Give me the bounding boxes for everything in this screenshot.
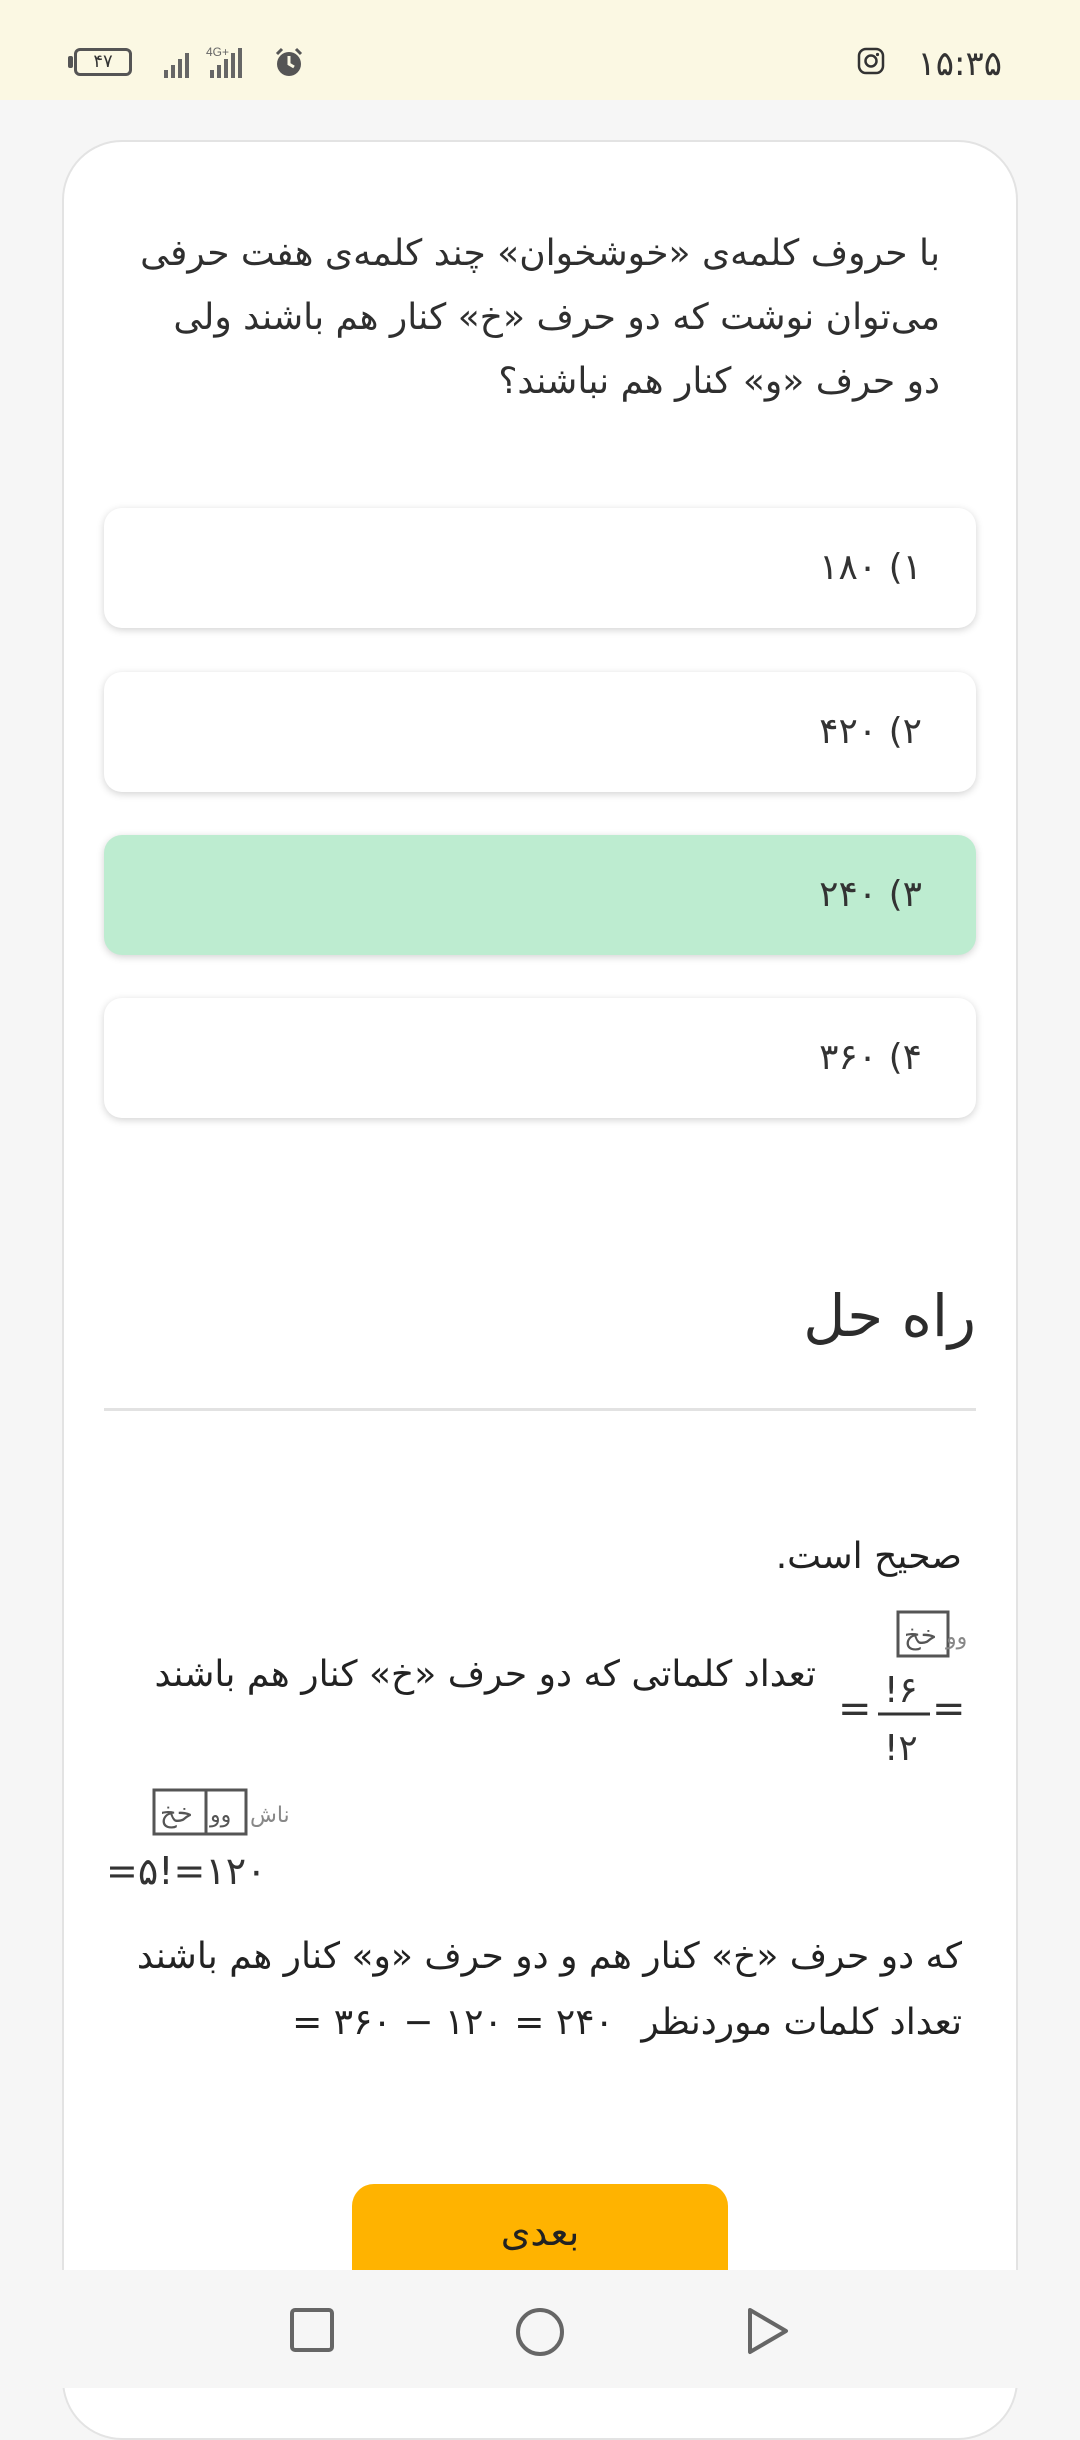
question-text: با حروف کلمه‌ی «خوشخوان» چند کلمه‌ی هفت حرفی می‌توان نوشت که دو حرف «خ» کنار هم باشند ولی دو حرف «و» کنار هم نباشند؟ xyxy=(140,233,940,402)
svg-text:=: = xyxy=(932,1686,966,1732)
svg-text:وو: وو xyxy=(946,1625,968,1650)
solution-line-4 xyxy=(292,2002,962,2043)
svg-text:!۶: !۶ xyxy=(884,1670,918,1711)
instagram-notification-icon xyxy=(857,47,885,79)
option-4[interactable]: ۴) ۳۶۰ xyxy=(104,998,976,1118)
option-1[interactable]: ۱) ۱۸۰ xyxy=(104,508,976,628)
home-icon[interactable] xyxy=(514,2306,566,2362)
option-3-correct[interactable]: ۳) ۲۴۰ xyxy=(104,835,976,955)
battery-nub xyxy=(68,56,73,68)
battery-icon: ۴۷ xyxy=(74,48,132,76)
svg-text:خخ: خخ xyxy=(904,1621,937,1651)
fraction-formula xyxy=(838,1610,968,1770)
solution-line-4-formula: = ۳۶۰ − ۱۲۰ = ۲۴۰ xyxy=(292,2002,614,2043)
signal-icon xyxy=(162,44,266,84)
back-icon[interactable] xyxy=(744,2306,792,2360)
svg-text:!۲: !۲ xyxy=(884,1728,918,1769)
solution-line-2: تعداد کلماتی که دو حرف «خ» کنار هم باشند xyxy=(154,1654,816,1695)
option-2[interactable]: ۲) ۴۲۰ xyxy=(104,672,976,792)
divider xyxy=(104,1408,976,1411)
solution-line-4-text: تعداد کلمات موردنظر xyxy=(641,2002,962,2043)
svg-text:وو: وو xyxy=(210,1803,232,1828)
status-time: ۱۵:۳۵ xyxy=(917,44,1002,84)
recent-apps-icon[interactable] xyxy=(288,2306,336,2358)
svg-text:=: = xyxy=(838,1686,872,1732)
formula-2 xyxy=(104,1788,314,1898)
svg-text:ناش: ناش xyxy=(250,1803,290,1828)
next-button[interactable]: بعدی xyxy=(352,2184,728,2284)
svg-text:4G+: 4G+ xyxy=(206,45,230,59)
solution-line-3: که دو حرف «خ» کنار هم و دو حرف «و» کنار هم باشند xyxy=(136,1936,962,1977)
svg-text:=۵!=۱۲۰: =۵!=۱۲۰ xyxy=(106,1849,267,1893)
svg-text:خخ: خخ xyxy=(160,1799,193,1829)
solution-title: راه حل xyxy=(803,1282,976,1350)
solution-line-1: صحیح است. xyxy=(775,1536,962,1577)
alarm-icon xyxy=(272,46,306,84)
